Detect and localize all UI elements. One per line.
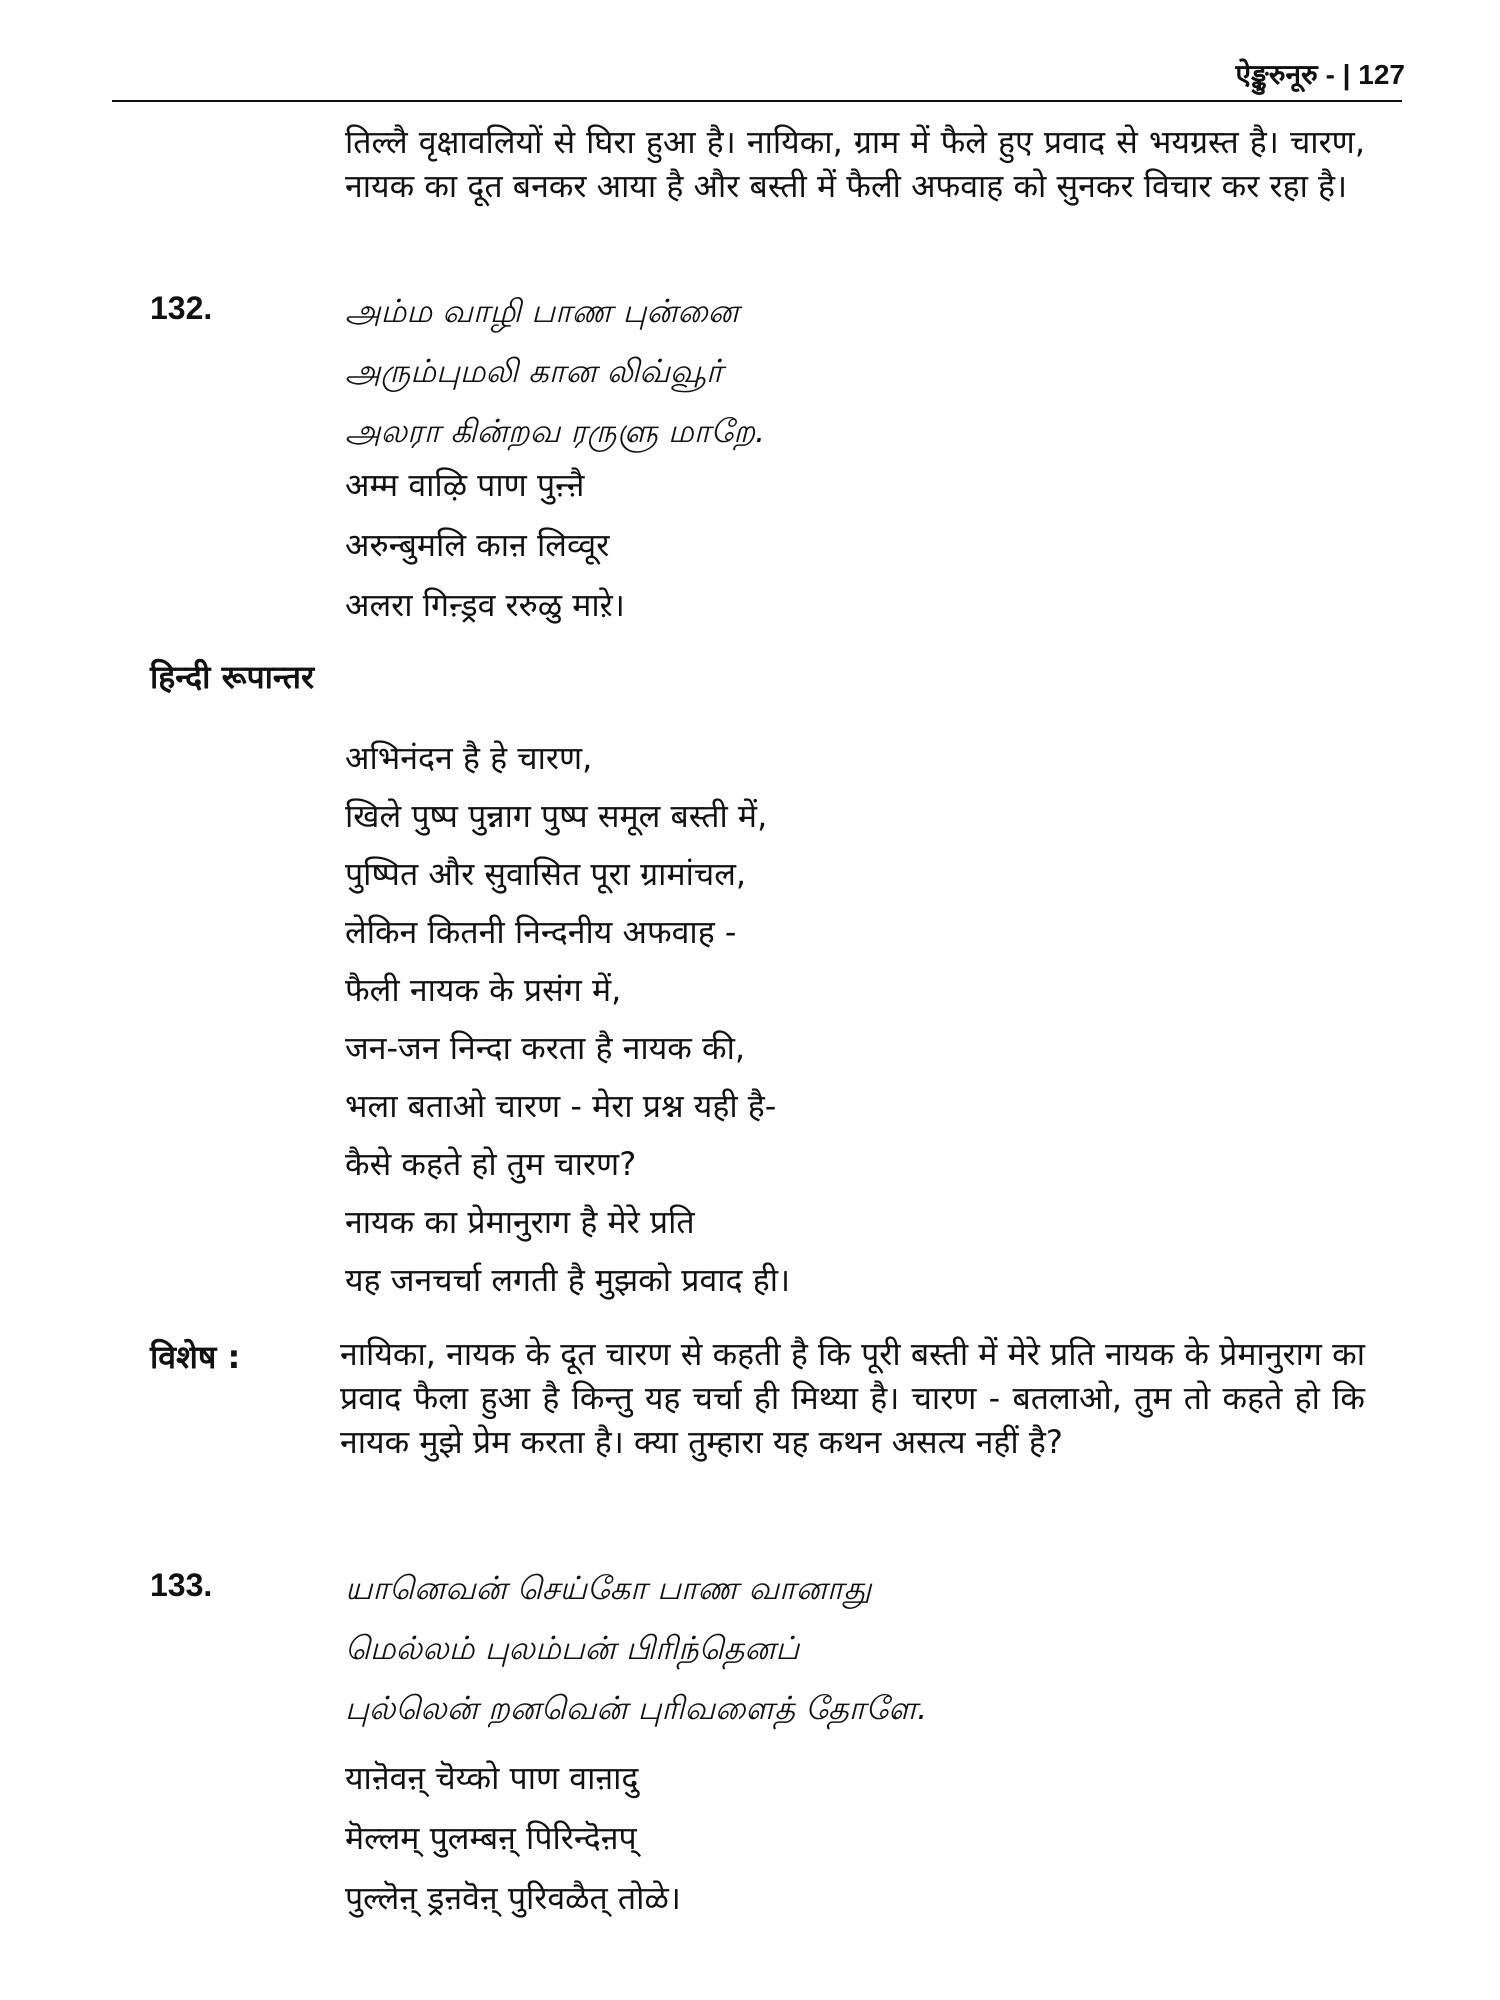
verse-132-transliteration: [345, 462, 625, 628]
tamil-line: புல்லென் றனவென் புரிவளைத் தோளே.: [345, 1689, 928, 1727]
transliteration-line: मॆल्लम् पुलम्बऩ् पिरिन्दॆऩप्: [345, 1819, 637, 1857]
tamil-line: அரும்புமலி கான லிவ்வூர்: [345, 352, 723, 390]
verse-133-tamil: [345, 1565, 927, 1731]
verse-132-tamil: [345, 288, 765, 454]
header-rule: [112, 100, 1402, 102]
rupantar-line: लेकिन कितनी निन्दनीय अफवाह -: [345, 913, 737, 951]
rupantar-line: नायक का प्रेमानुराग है मेरे प्रति: [345, 1203, 695, 1241]
verse-number-132: 132.: [150, 290, 213, 326]
intro-paragraph: तिल्लै वृक्षावलियों से घिरा हुआ है। नायिका, ग्राम में फैले हुए प्रवाद से भयग्रस्त है। चारण, नायक का दूत बनकर आया है और बस्ती में फैली अफवाह को सुनकर विचार कर रहा है।: [345, 123, 1365, 205]
rupantar-line: कैसे कहते हो तुम चारण?: [345, 1145, 637, 1183]
vishesh-paragraph: नायिका, नायक के दूत चारण से कहती है कि पूरी बस्ती में मेरे प्रति नायक के प्रेमानुराग का प्रवाद फैला हुआ है किन्तु यह चर्चा ही मिथ्या है। चारण - बतलाओ, तुम तो कहते हो कि नायक मुझे प्रेम करता है। क्या तुम्हारा यह कथन असत्य नहीं है?: [340, 1335, 1365, 1461]
transliteration-line: पुल्लॆऩ् ड्रऩवॆऩ् पुरिवळैत् तोळे।: [345, 1879, 681, 1917]
rupantar-line: पुष्पित और सुवासित पूरा ग्रामांचल,: [345, 855, 747, 893]
tamil-line: மெல்லம் புலம்பன் பிரிந்தெனப்: [345, 1629, 800, 1667]
rupantar-line: जन-जन निन्दा करता है नायक की,: [345, 1029, 746, 1067]
rupantar-line: यह जनचर्चा लगती है मुझको प्रवाद ही।: [345, 1261, 791, 1299]
transliteration-line: अलरा गिऩ्ड्रव ररुळु माऱे।: [345, 586, 625, 624]
transliteration-line: याऩॆवऩ् चॆय्को पाण वाऩादु: [345, 1759, 639, 1797]
verse-number-133: 133.: [150, 1567, 213, 1603]
tamil-line: யானெவன் செய்கோ பாண வானாது: [345, 1569, 872, 1607]
vishesh-label: विशेष :: [150, 1338, 241, 1376]
hindi-rupantar-verse: [345, 735, 790, 1303]
transliteration-line: अम्म वाऴि पाण पुऩ्ऩै: [345, 466, 585, 504]
rupantar-line: खिले पुष्प पुन्नाग पुष्प समूल बस्ती में,: [345, 797, 768, 835]
rupantar-line: अभिनंदन है हे चारण,: [345, 739, 593, 777]
running-header: ऐङ्कुरुनूरु - | 127: [1235, 59, 1405, 90]
tamil-line: அலரா கின்றவ ரருளு மாறே.: [345, 412, 766, 450]
section-heading-rupantar: हिन्दी रूपान्तर: [150, 658, 315, 696]
transliteration-line: अरुन्बुमलि काऩ लिव्वूर: [345, 526, 610, 564]
rupantar-line: फैली नायक के प्रसंग में,: [345, 971, 622, 1009]
verse-133-transliteration: [345, 1755, 681, 1921]
rupantar-line: भला बताओ चारण - मेरा प्रश्न यही है-: [345, 1087, 777, 1125]
tamil-line: அம்ம வாழி பாண புன்னை: [345, 292, 739, 330]
